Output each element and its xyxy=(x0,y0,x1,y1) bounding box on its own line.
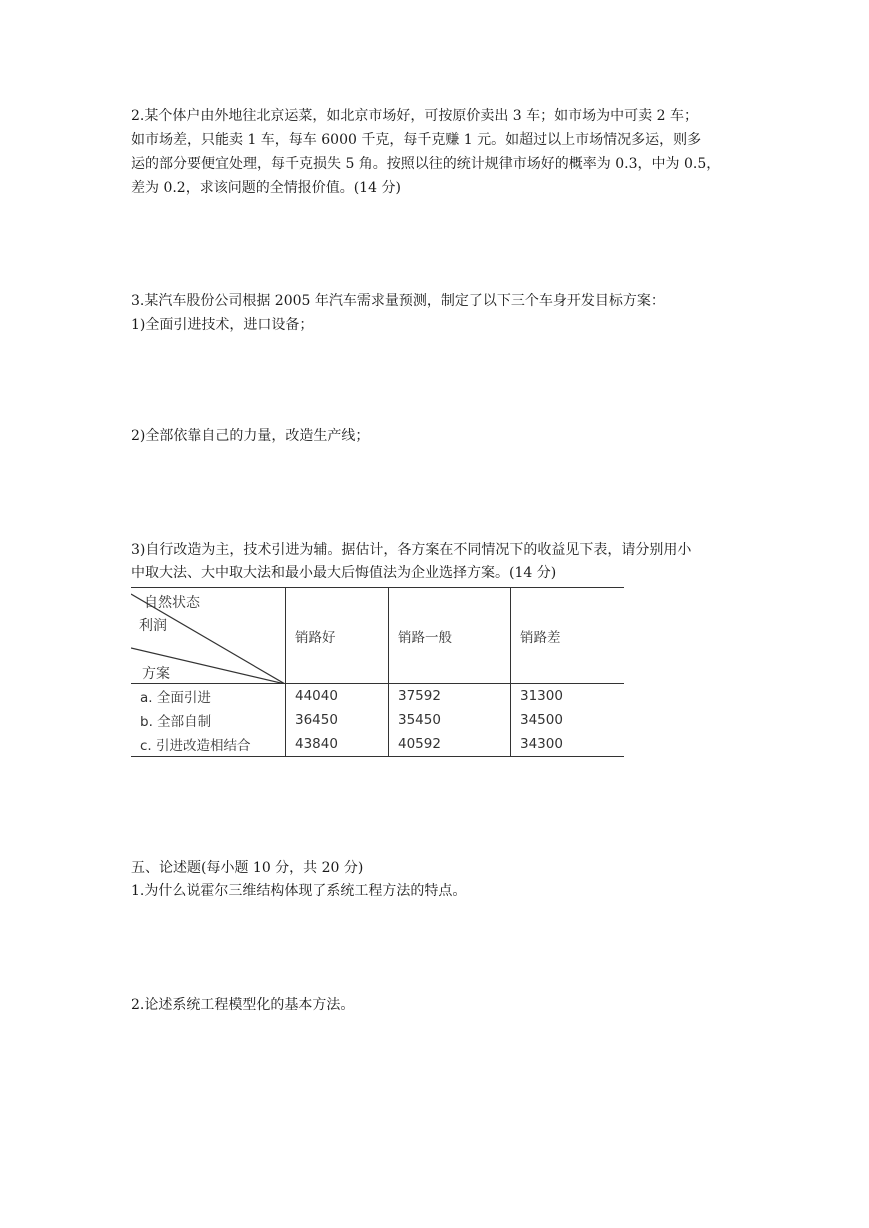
plan-name: c. 引进改造相结合 xyxy=(131,732,286,757)
value-good: 43840 xyxy=(286,732,389,757)
plan-name: a. 全面引进 xyxy=(131,684,286,709)
question-3-option-3-line-2: 中取大法、大中取大法和最小最大后悔值法为企业选择方案。(14 分) xyxy=(131,565,557,581)
plan-name: b. 全部自制 xyxy=(131,708,286,732)
question-3-option-2: 2)全部依靠自己的力量，改造生产线； xyxy=(131,428,370,444)
header-good-sales: 销路好 xyxy=(286,588,389,684)
table-header-row xyxy=(131,588,624,684)
table-row xyxy=(131,732,624,757)
question-3-intro: 3.某汽车股份公司根据 2005 年汽车需求量预测，制定了以下三个车身开发目标方案： xyxy=(131,293,665,309)
table-row xyxy=(131,708,624,732)
header-poor-sales: 销路差 xyxy=(511,588,625,684)
section-5-title: 五、论述题(每小题 10 分，共 20 分) xyxy=(131,860,364,876)
value-poor: 31300 xyxy=(520,688,563,704)
question-2-line-3: 运的部分要便宜处理，每千克损失 5 角。按照以往的统计规律市场好的概率为 0.3，中为 0.5， xyxy=(131,156,721,172)
table-row xyxy=(131,684,624,709)
profit-table xyxy=(131,587,624,757)
value-average: 37592 xyxy=(389,684,511,709)
question-2-line-4: 差为 0.2，求该问题的全情报价值。(14 分) xyxy=(131,180,401,196)
question-2-line-1: 2.某个体户由外地往北京运菜，如北京市场好，可按原价卖出 3 车；如市场为中可卖 2 车； xyxy=(131,108,698,124)
value-poor: 34500 xyxy=(520,712,563,728)
essay-question-2: 2.论述系统工程模型化的基本方法。 xyxy=(131,997,355,1013)
value-good: 44040 xyxy=(286,684,389,709)
corner-label-profit: 利润 xyxy=(139,618,167,634)
value-average: 35450 xyxy=(389,708,511,732)
value-average: 40592 xyxy=(389,732,511,757)
corner-label-plan: 方案 xyxy=(142,666,170,682)
corner-label-state: 自然状态 xyxy=(144,595,200,611)
question-2-line-2: 如市场差，只能卖 1 车，每车 6000 千克，每千克赚 1 元。如超过以上市场情况多运，则多 xyxy=(131,132,702,148)
essay-question-1: 1.为什么说霍尔三维结构体现了系统工程方法的特点。 xyxy=(131,883,467,899)
table-corner-cell xyxy=(131,588,286,684)
value-good: 36450 xyxy=(286,708,389,732)
header-average-sales: 销路一般 xyxy=(389,588,511,684)
question-3-option-1: 1)全面引进技术，进口设备； xyxy=(131,317,314,333)
question-3-option-3-line-1: 3)自行改造为主，技术引进为辅。据估计，各方案在不同情况下的收益见下表，请分别用小 xyxy=(131,542,692,558)
value-poor: 34300 xyxy=(511,732,625,757)
